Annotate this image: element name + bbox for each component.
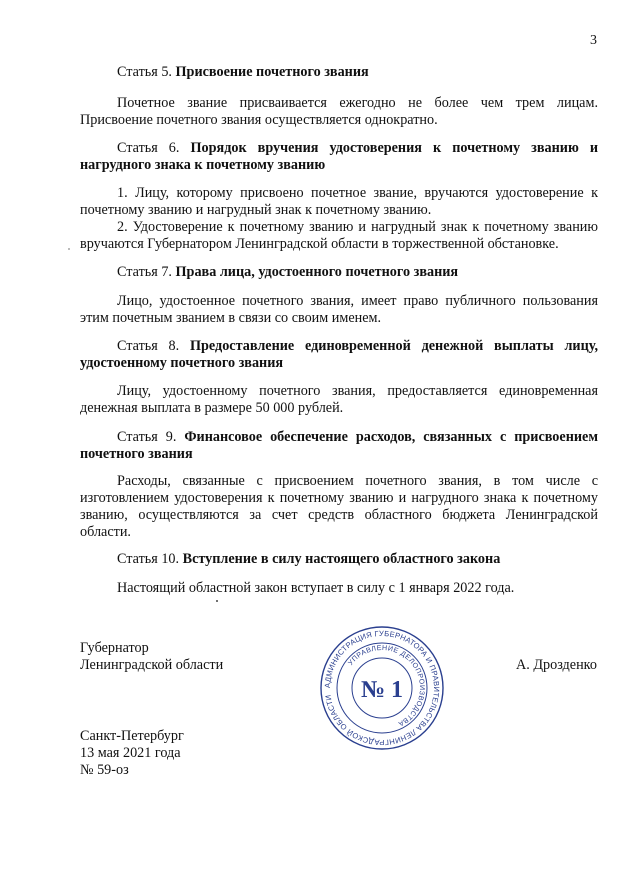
signatory-name: А. Дрозденко xyxy=(516,657,597,673)
article-paragraph: Лицу, удостоенному почетного звания, предоставляется единовременная денежная выплата в размере 50 000 рублей. xyxy=(80,383,598,416)
article-title: Права лица, удостоенного почетного звания xyxy=(175,264,459,280)
article-7 xyxy=(80,264,598,281)
article-title: Присвоение почетного звания xyxy=(175,64,369,80)
article-label: Статья 5. xyxy=(117,64,172,80)
article-7-body xyxy=(80,293,598,327)
article-9 xyxy=(80,429,598,463)
article-5 xyxy=(80,64,598,81)
article-title: Порядок вручения удостоверения к почетному званию и нагрудного знака к почетному званию xyxy=(80,140,599,173)
scan-speck xyxy=(68,248,70,250)
article-paragraph: Лицо, удостоенное почетного звания, имеет право публичного пользования этим почетным званием в связи со своим именем. xyxy=(80,293,598,326)
article-paragraph: Расходы, связанные с присвоением почетного звания, в том числе с изготовлением удостоверения к почетному званию и нагрудного знака к почетному званию, осуществляются за счет средств областного бюджета Ленинградской области. xyxy=(80,473,598,540)
article-6-body xyxy=(80,185,598,253)
article-label: Статья 7. xyxy=(117,264,172,280)
article-heading xyxy=(80,264,598,281)
article-label: Статья 9. xyxy=(117,429,177,445)
article-5-body xyxy=(80,95,598,129)
article-10-body xyxy=(80,580,598,597)
article-6 xyxy=(80,140,598,174)
article-paragraph: 2. Удостоверение к почетному званию и нагрудный знак к почетному званию вручаются Губернатором Ленинградской области в торжественной обстановке. xyxy=(80,219,598,252)
article-9-body xyxy=(80,473,598,541)
position-line: Губернатор xyxy=(80,640,149,656)
article-paragraph: Настоящий областной закон вступает в силу с 1 января 2022 года. xyxy=(117,580,515,596)
article-heading xyxy=(80,64,598,81)
article-heading xyxy=(80,140,598,174)
article-label: Статья 6. xyxy=(117,140,180,156)
article-8 xyxy=(80,338,598,372)
article-paragraph: 1. Лицу, которому присвоено почетное звание, вручаются удостоверение к почетному званию и нагрудный знак к почетному званию. xyxy=(80,185,598,218)
official-stamp xyxy=(318,624,446,752)
article-label: Статья 8. xyxy=(117,338,180,354)
signatory-position xyxy=(80,640,223,674)
article-heading xyxy=(80,551,598,568)
article-title: Финансовое обеспечение расходов, связанных с присвоением почетного звания xyxy=(80,429,599,462)
stamp-center-number: № 1 xyxy=(360,677,404,703)
date: 13 мая 2021 года xyxy=(80,745,181,761)
article-10 xyxy=(80,551,598,568)
stamp-ring-text: АДМИНИСТРАЦИЯ ГУБЕРНАТОРА И ПРАВИТЕЛЬСТВА ЛЕНИНГРАДСКОЙ ОБЛАСТИ xyxy=(322,628,442,747)
ink-dot xyxy=(216,600,218,602)
page-number: 3 xyxy=(590,33,597,48)
article-title: Вступление в силу настоящего областного закона xyxy=(182,551,501,567)
article-title: Предоставление единовременной денежной выплаты лицу, удостоенному почетного звания xyxy=(80,338,599,371)
article-label: Статья 10. xyxy=(117,551,180,567)
law-number: № 59-оз xyxy=(80,762,129,778)
city: Санкт-Петербург xyxy=(80,728,184,744)
position-line: Ленинградской области xyxy=(80,657,224,673)
stamp-inner-text: УПРАВЛЕНИЕ ДЕЛОПРОИЗВОДСТВА xyxy=(347,644,426,728)
article-heading xyxy=(80,429,598,463)
article-heading xyxy=(80,338,598,372)
article-paragraph: Почетное звание присваивается ежегодно не более чем трем лицам. Присвоение почетного звания осуществляется однократно. xyxy=(80,95,598,128)
place-date-block xyxy=(80,728,184,779)
article-8-body xyxy=(80,383,598,417)
